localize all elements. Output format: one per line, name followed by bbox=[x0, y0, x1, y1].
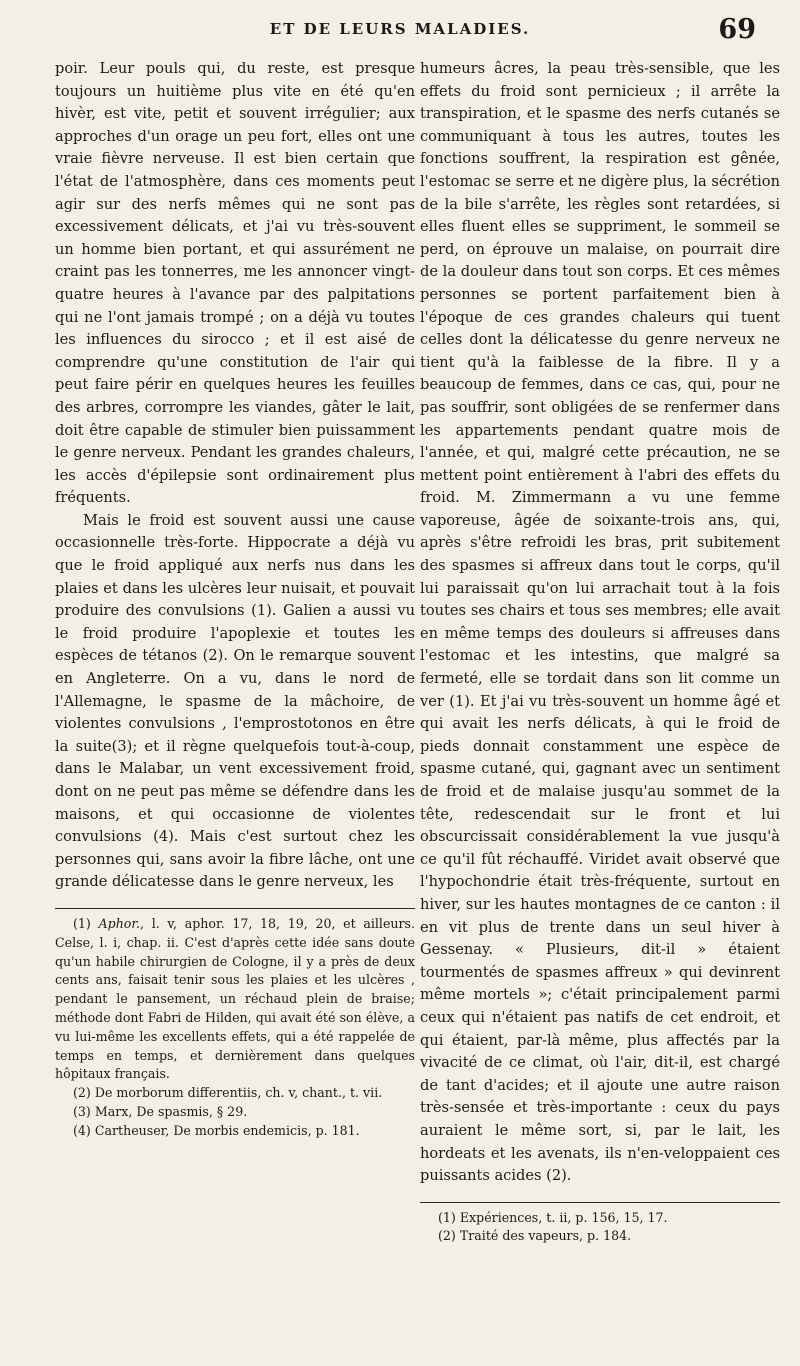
footnote: (4) Cartheuser, De morbis endemicis, p. 181. bbox=[73, 1122, 360, 1138]
footnote: (3) Marx, De spasmis, § 29. bbox=[73, 1103, 248, 1119]
right-body-text bbox=[420, 58, 780, 1188]
left-column bbox=[55, 58, 415, 1141]
running-header: ET DE LEURS MALADIES. bbox=[269, 20, 531, 38]
right-column bbox=[420, 58, 780, 1246]
page-number: 69 bbox=[718, 14, 756, 45]
footnote: (2) Traité des vapeurs, p. 184. bbox=[438, 1228, 632, 1244]
footnote: (2) De morborum differentiis, ch. v, chant., t. vii. bbox=[73, 1085, 383, 1101]
paragraph: humeurs âcres, la peau très-sensible, que les effets du froid sont pernicieux ; il arrête la transpiration, et le spasme des nerfs cutanés se communiquant à tous les autres, toutes les fonctions souffrent, la respiration est gênée, l'estomac se serre et ne digère plus, la sécrétion de la bile s'arrête, les règles sont retardées, si elles fluent elles se suppriment, le sommeil se perd, on éprouve un malaise, on pourrait dire de la douleur dans tout son corps. Et ces mêmes personnes se portent parfaitement bien à l'époque de ces grandes chaleurs qui tuent celles dont la délicatesse du genre nerveux ne tient qu'à la faiblesse de la fibre. Il y a beaucoup de femmes, dans ce cas, qui, pour ne pas souffrir, sont obligées de se renfermer dans les appartements pendant quatre mois de l'année, et qui, malgré cette précaution, ne se mettent point entièrement à l'abri des effets du froid. M. Zimmermann a vu une femme vaporeuse, âgée de soixante-trois ans, qui, après s'être refroidi les bras, prit subitement des spasmes si affreux dans tout le corps, qu'il lui paraissait qu'on lui arrachait tout à la fois toutes ses chairs et tous ses membres; elle avait en même temps des douleurs si affreuses dans l'estomac et les intestins, que malgré sa fermeté, elle se tordait dans son lit comme un ver (1). Et j'ai vu très-souvent un homme âgé et qui avait les nerfs délicats, à qui le froid de pieds donnait constamment une espèce de spasme cutané, qui, gagnant avec un sentiment de froid et de malaise jusqu'au sommet de la tête, redescendait sur le front et lui obscurcissait considérablement la vue jusqu'à ce qu'il fût réchauffé. Viridet avait observé que l'hypochondrie était très-fréquente, surtout en hiver, sur les hautes montagnes de ce canton : il en vit plus de trente dans un seul hiver à Gessenay. « Plusieurs, dit-il » étaient tourmentés de spasmes affreux » qui devinrent même mortels »; c'était principalement parmi ceux qui n'étaient pas natifs de cet endroit, et qui étaient, par-là même, plus affectés par la vivacité de ce climat, où l'air, dit-il, est chargé de tant d'acides; et il ajoute une autre raison très-sensée et très-importante : ceux du pays auraient le même sort, si, par le lait, les hordeats et les avenats, ils n'en-veloppaient ces puissants acides (2). bbox=[420, 60, 780, 1185]
footnote-divider bbox=[55, 908, 415, 909]
footnote: (1) Expériences, t. ii, p. 156, 15, 17. bbox=[438, 1209, 668, 1225]
paragraph: poir. Leur pouls qui, du reste, est presque toujours un huitième plus vite en été qu'en hivèr, est vite, petit et souvent irrégulier; aux approches d'un orage un peu fort, elles ont une vraie fièvre nerveuse. Il est bien certain que l'état de l'atmosphère, dans ces moments peut agir sur des nerfs mêmes qui ne sont pas excessivement délicats, et j'ai vu très-souvent un homme bien portant, et qui assurément ne craint pas les tonnerres, me les annoncer vingt-quatre heures à l'avance par des palpitations qui ne l'ont jamais trompé ; on a déjà vu toutes les influences du sirocco ; et il est aisé de comprendre qu'une constitution de l'air qui peut faire périr en quelques heures les feuilles des arbres, corrompre les viandes, gâter le lait, doit être capable de stimuler bien puissamment le genre nerveux. Pendant les grandes chaleurs, les accès d'épilepsie sont ordinairement plus fréquents. bbox=[55, 60, 415, 507]
footnote-divider bbox=[420, 1202, 780, 1203]
paragraph: Mais le froid est souvent aussi une cause occasionnelle très-forte. Hippocrate a déjà vu que le froid appliqué aux nerfs nus dans les plaies et dans les ulcères leur nuisait, et pouvait produire des convulsions (1). Galien a aussi vu le froid produire l'apoplexie et toutes les espèces de tétanos (2). On le remarque souvent en Angleterre. On a vu, dans le nord de l'Allemagne, le spasme de la mâchoire, de violentes convulsions , l'emprostotonos en être la suite(3); et il règne quelquefois tout-à-coup, dans le Malabar, un vent excessivement froid, dont on ne peut pas même se défendre dans les maisons, et qui occasionne de violentes convulsions (4). Mais c'est surtout chez les personnes qui, sans avoir la fibre lâche, ont une grande délicatesse dans le genre nerveux, les bbox=[55, 511, 415, 891]
footnote: (1) Aphor., l. v, aphor. 17, 18, 19, 20, et ailleurs. Celse, l. i, chap. ii. C'est d'après cette idée sans doute qu'un habile chirurgien de Cologne, il y a près de deux cents ans, faisait tenir sous les plaies et les ulcères , pendant le pansement, un réchaud plein de braise; méthode dont Fabri de Hilden, qui avait été son élève, a vu lui-même les excellents effets, qui a été rappelée de temps en temps, et dernièrement dans quelques hôpitaux français. bbox=[55, 915, 415, 1082]
left-body-text bbox=[55, 58, 415, 894]
right-footnotes bbox=[420, 1209, 780, 1247]
left-footnotes bbox=[55, 915, 415, 1141]
